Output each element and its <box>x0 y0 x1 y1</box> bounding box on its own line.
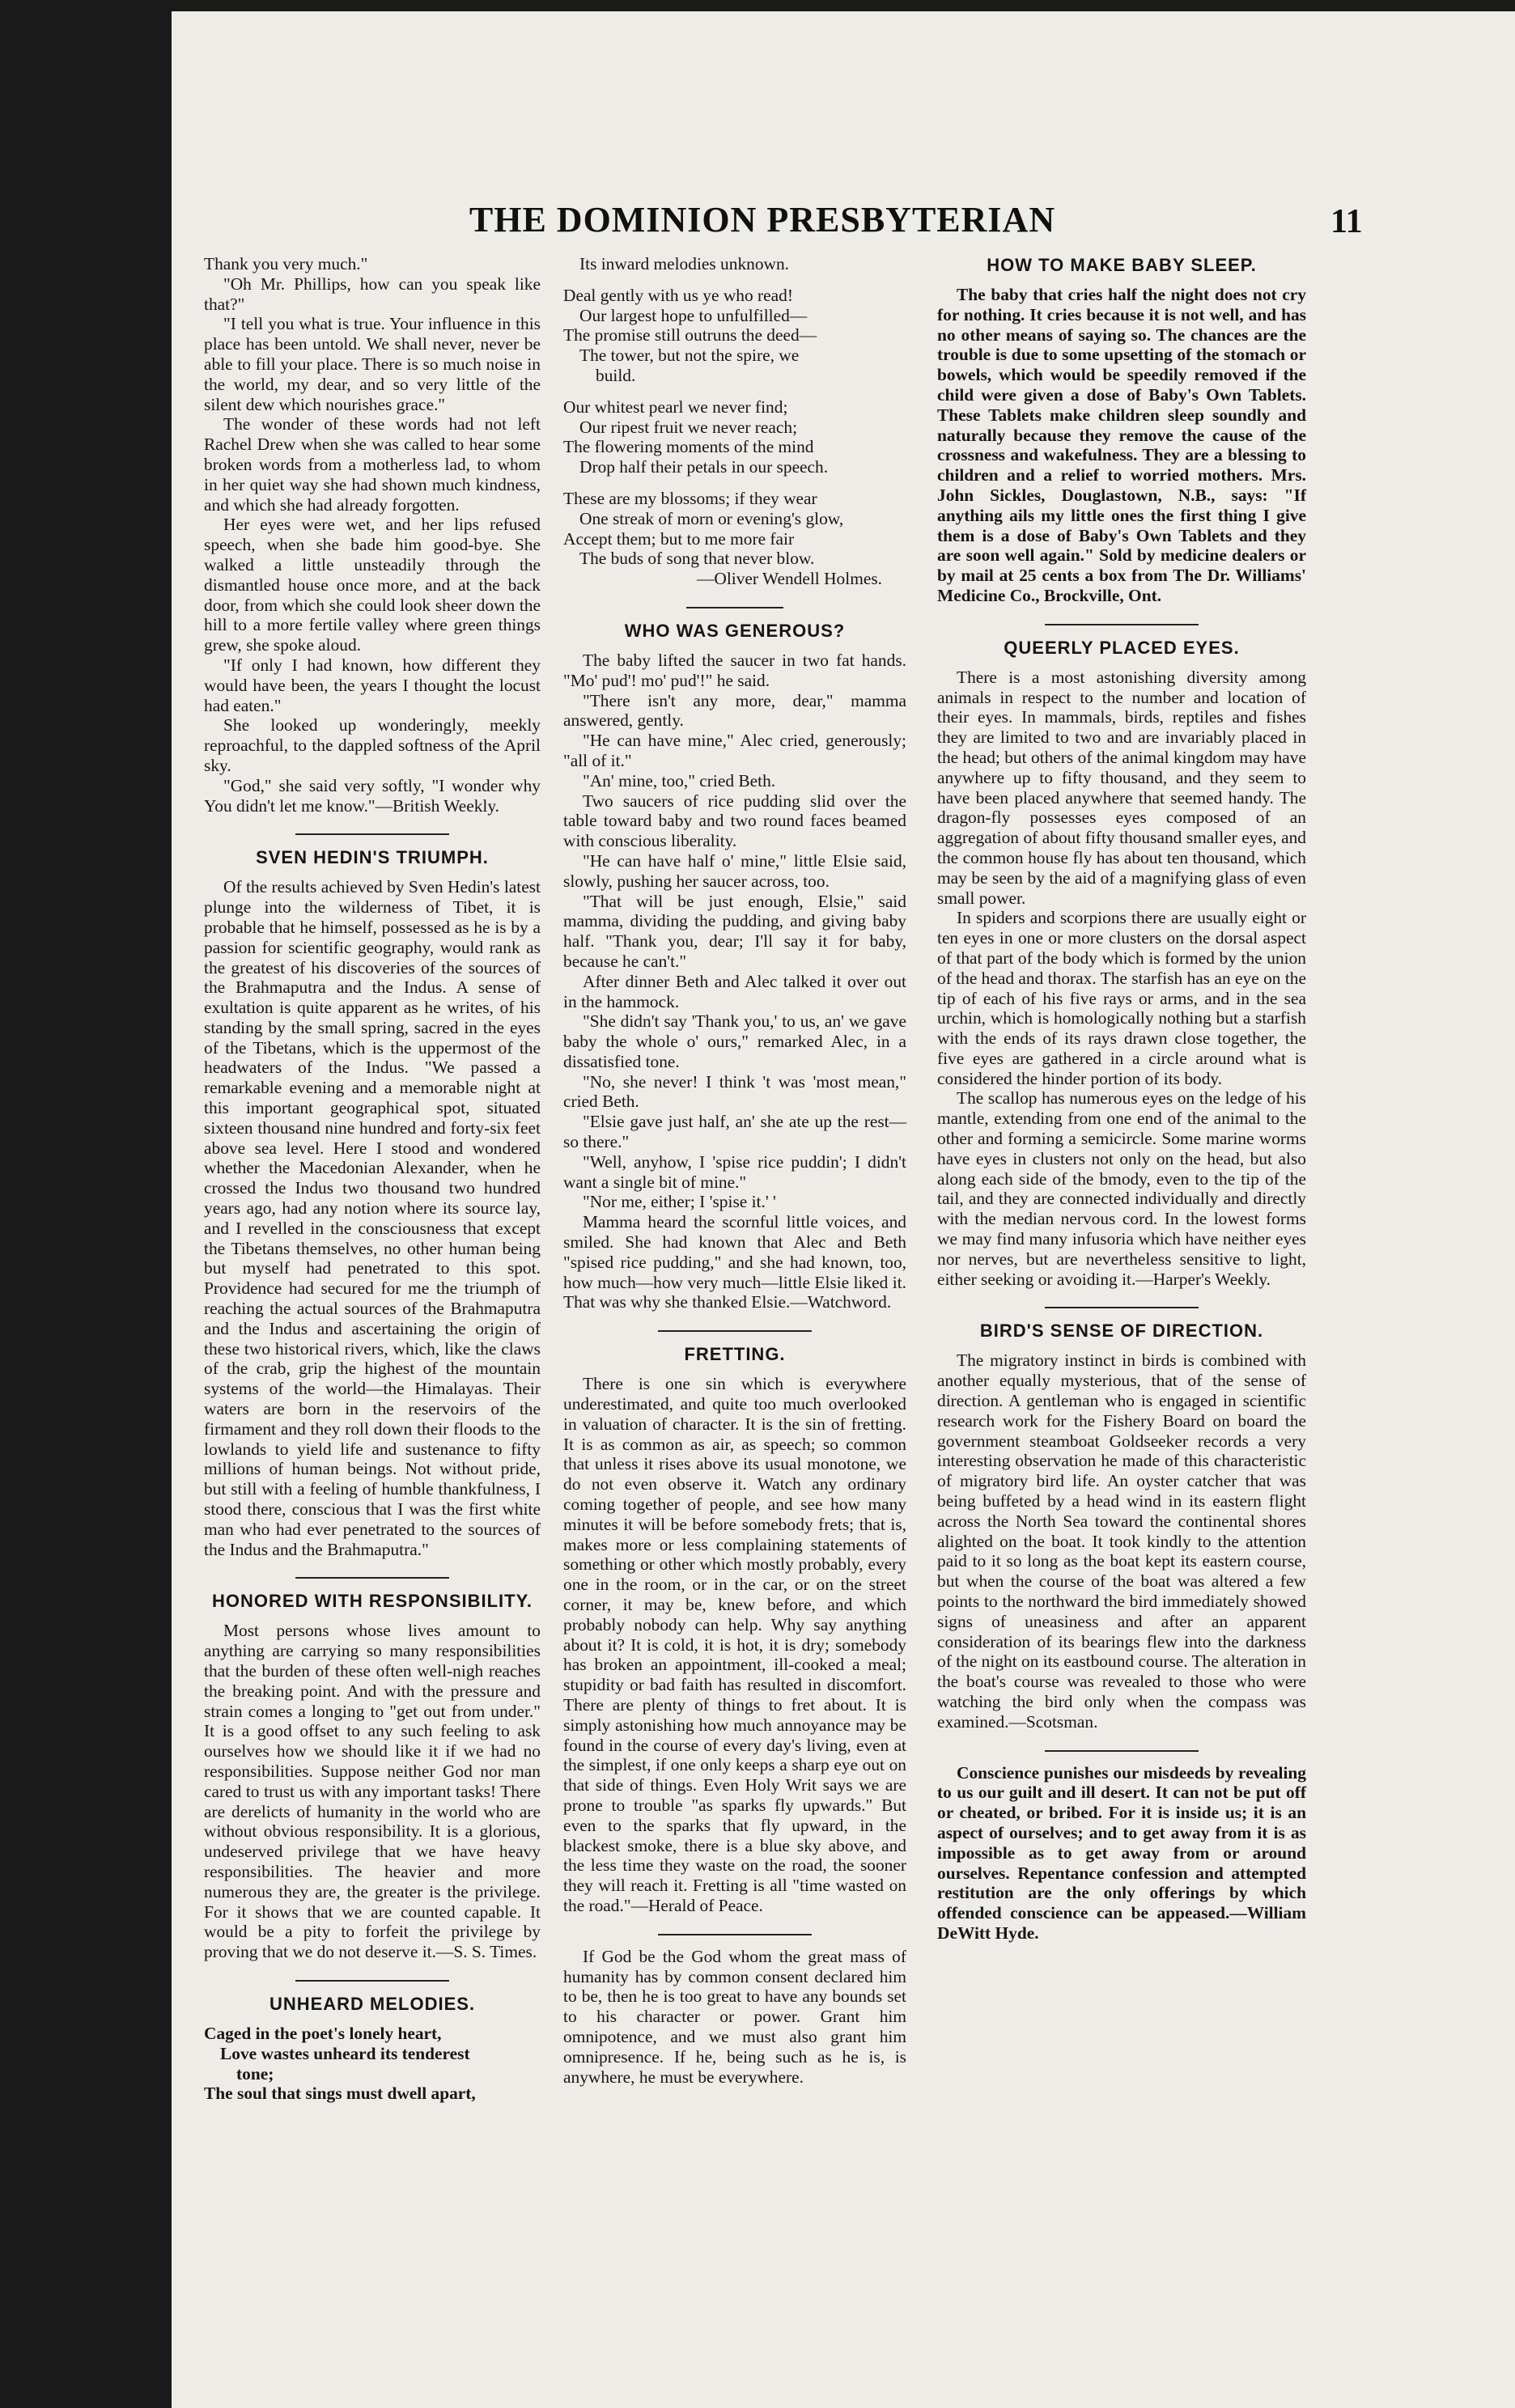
poem-stanza <box>563 489 906 569</box>
poem-line: The buds of song that never blow. <box>579 549 815 569</box>
article-paragraph: "Elsie gave just half, an' she ate up the rest—so there." <box>563 1112 906 1152</box>
poem-line: Love wastes unheard its tenderest <box>220 2043 470 2063</box>
column-3 <box>937 254 1306 1944</box>
section-divider <box>295 833 449 835</box>
poem-line: The flowering moments of the mind <box>563 437 814 457</box>
heading-unheard-melodies: UNHEARD MELODIES. <box>269 1993 476 2014</box>
story-paragraph: "I tell you what is true. Your influence in this place has been untold. We shall never, never be able to fill your place. There is so much noise in the world, my dear, and so very little of the silent dew which nourishes grace." <box>204 314 541 414</box>
article-paragraph: "Well, anyhow, I 'spise rice puddin'; I didn't want a single bit of mine." <box>563 1151 906 1192</box>
poem-line: Accept them; but to me more fair <box>563 528 795 549</box>
article-paragraph: "There isn't any more, dear," mamma answered, gently. <box>563 690 906 731</box>
story-paragraph: She looked up wonderingly, meekly reproachful, to the dappled softness of the April sky. <box>204 715 541 775</box>
article-paragraph: If God be the God whom the great mass of humanity has by common consent declared him to be, then he is too great to have any bounds set to his character or power. Grant him omnipotence, and we must also grant him omnipresence. If he, being such as he is, is anywhere, he must be everywhere. <box>563 1946 906 2087</box>
column-1 <box>204 254 541 2104</box>
poem-line: These are my blossoms; if they wear <box>563 488 817 508</box>
poem-stanza <box>563 397 906 477</box>
page-number: 11 <box>1330 203 1363 240</box>
story-paragraph: The wonder of these words had not left Rachel Drew when she was called to hear some broken words from a motherless lad, to whom in her quiet way she had shown much kindness, and which she had already forgotten. <box>204 414 541 515</box>
poem-line: Drop half their petals in our speech. <box>579 457 829 477</box>
article-paragraph: The baby lifted the saucer in two fat hands. "Mo' pud'! mo' pud'!" he said. <box>563 650 906 690</box>
section-divider <box>295 1980 449 1982</box>
story-paragraph: Thank you very much." <box>204 254 368 273</box>
poem-line: build. <box>596 365 636 385</box>
poem-stanza <box>563 254 906 274</box>
advertisement-paragraph: The baby that cries half the night does not cry for nothing. It cries because it is not well, and has no other means of saying so. The chances are the trouble is due to some upsetting of the stomach or bowels, which would be speedily removed if the child were given a dose of Baby's Own Tablets. These Tablets make children sleep soundly and naturally because they remove the cause of the crossness and wakefulness. They are a blessing to children and a relief to worried mothers. Mrs. John Sickles, Douglastown, N.B., says: "If anything ails my little ones the first thing I give them is a dose of Baby's Own Tablets and they are soon well again." Sold by medicine dealers or by mail at 25 cents a box from The Dr. Williams' Medicine Co., Brockville, Ont. <box>937 285 1306 605</box>
story-paragraph: "If only I had known, how different they would have been, the years I thought the locust had eaten." <box>204 655 541 715</box>
poem-unheard-melodies <box>204 2024 541 2104</box>
column-2 <box>563 254 906 2087</box>
article-paragraph: "Nor me, either; I 'spise it.' ' <box>583 1192 776 1212</box>
article-paragraph: "No, she never! I think 't was 'most mean," cried Beth. <box>563 1071 906 1112</box>
poem-signature: —Oliver Wendell Holmes. <box>697 569 882 589</box>
masthead <box>172 199 1515 248</box>
poem-line: Our ripest fruit we never reach; <box>579 417 798 437</box>
section-divider <box>686 607 783 608</box>
article-paragraph: There is a most astonishing diversity among animals in respect to the number and location of their eyes. In mammals, birds, reptiles and fishes they are limited to two and are invariably placed in the head; but others of the animal kingdom may have anywhere up to fifty thousand, and they seem to have been placed anywhere that seemed handy. The dragon-fly possesses eyes composed of an aggregation of about fifty thousand smaller eyes, and the common house fly has about ten thousand, which may be seen by the aid of a magnifying glass of even small power. <box>937 667 1306 908</box>
poem-line: Our largest hope to unfulfilled— <box>579 305 808 325</box>
heading-fretting: FRETTING. <box>684 1344 786 1365</box>
heading-sven-hedin: SVEN HEDIN'S TRIUMPH. <box>256 847 489 868</box>
article-paragraph: Of the results achieved by Sven Hedin's latest plunge into the wilderness of Tibet, it is probable that he himself, possessed as he is by a passion for scientific geography, would rank as the greatest of his discoveries of the sources of the Brahmaputra and the Indus. A sense of exultation is quite apparent as he writes, of his standing by the small spring, sacred in the eyes of the Tibetans, which is the uppermost of the headwaters of the Indus. "We passed a remarkable evening and a memorable night at this important geographical spot, situated sixteen thousand nine hundred and forty-six feet above sea level. Here I stood and wondered whether the Macedonian Alexander, when he crossed the Indus two thousand two hundred years ago, had any notion where its source lay, and I revelled in the consciousness that except the Tibetans themselves, no other human being but myself had penetrated to this spot. Providence had secured for me the triumph of reaching the actual sources of the Brahmaputra and the Indus and ascertaining the origin of these two historical rivers, which, like the claws of the crab, grip the highest of the mountain systems of the world—the Himalayas. Their waters are born in the reservoirs of the firmament and they roll down their floods to the lowlands to yield life and sustenance to fifty millions of human beings. Not without pride, but still with a feeling of humble thankfulness, I stood there, conscious that I was the first white man who had ever penetrated to the sources of the Indus and the Brahmaputra." <box>204 877 541 1559</box>
poem-line: The tower, but not the spire, we <box>579 346 800 366</box>
article-paragraph: "An' mine, too," cried Beth. <box>583 770 776 791</box>
heading-who-was-generous: WHO WAS GENEROUS? <box>624 620 846 641</box>
poem-line: Deal gently with us ye who read! <box>563 285 793 305</box>
story-paragraph: "God," she said very softly, "I wonder why You didn't let me know."—British Weekly. <box>204 775 541 816</box>
poem-line: Our whitest pearl we never find; <box>563 396 788 417</box>
poem-line: The soul that sings must dwell apart, <box>204 2084 476 2104</box>
poem-line: Its inward melodies unknown. <box>579 254 790 273</box>
poem-line: tone; <box>236 2063 274 2084</box>
section-divider <box>1045 624 1199 625</box>
article-paragraph: In spiders and scorpions there are usually eight or ten eyes in one or more clusters on the dorsal aspect of that part of the body which is formed by the union of the head and thorax. The starfish has an eye on the tip of each of his five rays or arms, and in the sea urchin, which is homologically nothing but a starfish with the ends of its rays drawn close together, the five eyes are gathered in a circle around what is considered the hinder portion of its body. <box>937 908 1306 1088</box>
article-paragraph: Most persons whose lives amount to anything are carrying so many responsibilities that the burden of these often well-nigh reaches the breaking point. And with the pressure and strain comes a longing to "get out from under." It is a good offset to any such feeling to ask ourselves how we should like it if we had no responsibilities. Suppose neither God nor man cared to trust us with any important tasks! There are derelicts of humanity in the world who are without obvious responsibility. It is a glorious, undeserved privilege that we have heavy responsibilities. The heavier and more numerous they are, the greater is the privilege. For it shows that we are counted capable. It would be a pity to forfeit the privilege by proving that we do not deserve it.—S. S. Times. <box>204 1621 541 1962</box>
heading-birds-sense-of-direction: BIRD'S SENSE OF DIRECTION. <box>979 1321 1264 1342</box>
article-paragraph: "That will be just enough, Elsie," said mamma, dividing the pudding, and giving baby half. "Thank you, dear; I'll say it for baby, because he can't." <box>563 891 906 971</box>
section-divider <box>658 1934 812 1935</box>
newspaper-page <box>172 11 1515 2408</box>
poem-line: One streak of morn or evening's glow, <box>579 508 844 528</box>
article-paragraph: Mamma heard the scornful little voices, and smiled. She had known that Alec and Beth "spised rice pudding," and she had known, too, how much—how very much—little Elsie liked it. That was why she thanked Elsie.—Watchword. <box>563 1212 906 1312</box>
poem-line: Caged in the poet's lonely heart, <box>204 2023 442 2043</box>
heading-queerly-placed-eyes: QUEERLY PLACED EYES. <box>1004 637 1240 658</box>
article-paragraph: After dinner Beth and Alec talked it over out in the hammock. <box>563 971 906 1011</box>
poem-stanza <box>563 286 906 386</box>
article-paragraph: The scallop has numerous eyes on the ledge of his mantle, extending from one end of the animal to the other and forming a semicircle. Some marine worms have eyes in clusters not only on the head, but also along each side of the bmody, even to the tip of the tail, and they are connected individually and directly with the median nervous cord. In the lowest forms we may find many infusoria which have neither eyes nor nerves, but are nevertheless sensitive to light, either seeking or avoiding it.—Harper's Weekly. <box>937 1088 1306 1289</box>
article-paragraph: Two saucers of rice pudding slid over the table toward baby and two round faces beamed with conscious liberality. <box>563 791 906 851</box>
article-paragraph: There is one sin which is everywhere underestimated, and quite too much overlooked in valuation of character. It is the sin of fretting. It is as common as air, as speech; so common that unless it rises above its usual monotone, we do not even observe it. Watch any ordinary coming together of people, and see how many minutes it will be before somebody frets; that is, makes more or less complaining statements of something or other which mostly probably, every one in the room, or in the car, or on the street corner, it may be, knew before, and which probably nobody can help. Why say anything about it? It is cold, it is hot, it is dry; somebody has broken an appointment, ill-cooked a meal; stupidity or bad faith has resulted in discomfort. There are plenty of things to fret about. It is simply astonishing how much annoyance may be found in the course of every day's living, even at the simplest, if one only keeps a sharp eye out on that side of things. Even Holy Writ says we are prone to trouble "as sparks fly upwards." But even to the sparks that fly upward, in the blackest smoke, there is a blue sky above, and the less time they waste on the road, the sooner they will reach it. Fretting is all "time wasted on the road."—Herald of Peace. <box>563 1374 906 1915</box>
story-paragraph: Her eyes were wet, and her lips refused speech, when she bade him good-bye. She walked a little unsteadily through the dismantled house once more, and at the back door, from which she could look sheer down the hill to a more fertile valley where green things grew, she spoke aloud. <box>204 515 541 655</box>
story-paragraph: "Oh Mr. Phillips, how can you speak like that?" <box>204 273 541 314</box>
article-paragraph: "He can have mine," Alec cried, generously; "all of it." <box>563 731 906 770</box>
section-divider <box>658 1330 812 1332</box>
poem-line: The promise still outruns the deed— <box>563 325 817 346</box>
section-divider <box>295 1577 449 1579</box>
article-paragraph: "He can have half o' mine," little Elsie said, slowly, pushing her saucer across, too. <box>563 850 906 891</box>
article-paragraph: The migratory instinct in birds is combined with another equally mysterious, that of the sense of direction. A gentleman who is engaged in scientific research work for the Fishery Board on board the government steamboat Goldseeker records a very interesting observation he made of this characteristic of migratory bird life. An oyster catcher that was being buffeted by a head wind in its eastern flight across the North Sea toward the continental shores alighted on the boat. It took kindly to the attention paid to it so long as the boat kept its eastern course, but when the course of the boat was altered a few points to the northward the bird immediately showed signs of uneasiness and after an apparent consideration of its bearings flew into the darkness of the night on its eastbound course. The alteration in the boat's course was revealed to those who were watching the bird only when the compass was examined.—Scotsman. <box>937 1350 1306 1732</box>
section-divider <box>1045 1750 1199 1752</box>
article-paragraph: Conscience punishes our misdeeds by revealing to us our guilt and ill desert. It can not be put off or cheated, or bribed. For it is inside us; it is an aspect of ourselves; and to get away from it is as impossible as to get away from or around ourselves. Repentance confession and attempted restitution are the only offerings by which offended conscience can be appeased.—William DeWitt Hyde. <box>937 1762 1306 1943</box>
heading-honored-with-responsibility: HONORED WITH RESPONSIBILITY. <box>212 1591 533 1612</box>
section-divider <box>1045 1307 1199 1308</box>
article-paragraph: "She didn't say 'Thank you,' to us, an' we gave baby the whole o' ours," remarked Alec, in a dissatisfied tone. <box>563 1011 906 1071</box>
heading-how-to-make-baby-sleep: HOW TO MAKE BABY SLEEP. <box>987 255 1257 275</box>
publication-title: THE DOMINION PRESBYTERIAN <box>469 200 1056 240</box>
